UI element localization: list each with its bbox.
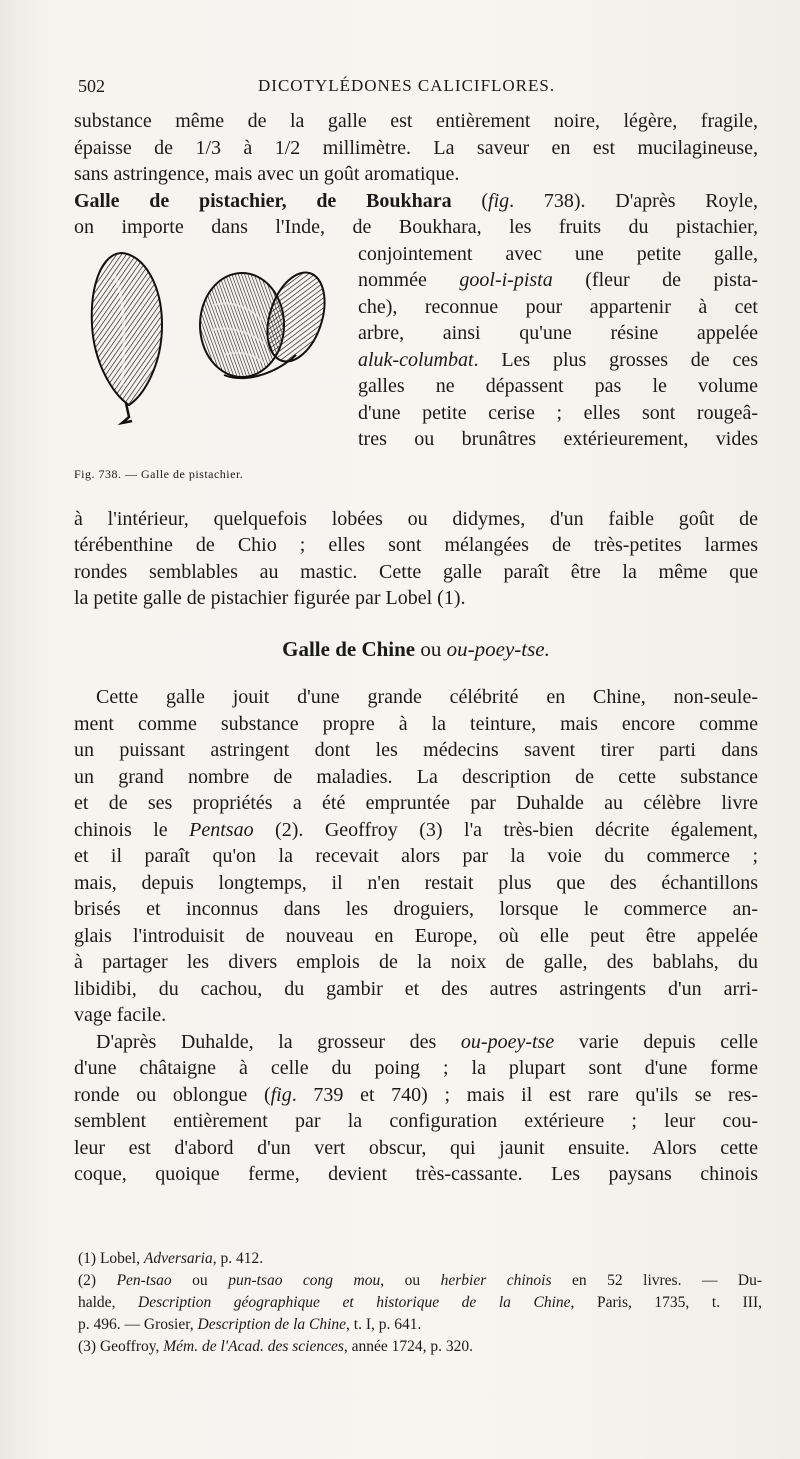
text-line: un grand nombre de maladies. La description de cette substance xyxy=(74,765,758,788)
text-line: épaisse de 1/3 à 1/2 millimètre. La saveur en est mucilagineuse, xyxy=(74,136,758,159)
text-line: à partager les divers emplois de la noix de galle, des bablahs, du xyxy=(74,951,758,973)
text-line: glais l'introduisit de nouveau en Europe, où elle peut être appelée xyxy=(74,924,758,947)
text-fragment: pun-tsao cong mou xyxy=(228,1272,381,1289)
text-line: coque, quoique ferme, devient très-cassante. Les paysans chinois xyxy=(74,1163,758,1185)
text-fragment: Adversaria xyxy=(143,1250,213,1267)
text-fragment: (2) xyxy=(78,1272,117,1289)
text-fragment: aluk-columbat xyxy=(358,348,474,371)
text-fragment: ( xyxy=(451,189,489,212)
section-title-galle-chine xyxy=(74,636,758,663)
text-fragment: ou-poey-tse xyxy=(460,1030,555,1053)
text-line: et il paraît qu'on la recevait alors par la voie du commerce ; xyxy=(74,845,758,867)
text-line: térébenthine de Chio ; elles sont mélangées de très-petites larmes xyxy=(74,534,758,556)
text-line: galles ne dépassent pas le volume xyxy=(358,375,758,397)
text-line: arbre, ainsi qu'une résine appelée xyxy=(358,322,758,344)
text-line xyxy=(74,817,758,844)
text-fragment: nommée xyxy=(358,269,460,291)
text-fragment: herbier chinois xyxy=(440,1272,552,1289)
text-fragment: varie depuis celle xyxy=(554,1030,758,1053)
text-fragment: (1) Lobel, xyxy=(78,1250,144,1267)
text-fragment: D'après Duhalde, la grosseur des xyxy=(96,1030,461,1053)
text-line: d'une châtaigne à celle du poing ; la plupart sont d'une forme xyxy=(74,1057,758,1079)
text-line: et de ses propriétés a été empruntée par Duhalde au célèbre livre xyxy=(74,792,758,814)
text-fragment: p. 496. — Grosier, xyxy=(78,1316,198,1333)
text-fragment: Description géographique et historique de la Chine xyxy=(138,1294,571,1311)
text-line: à l'intérieur, quelquefois lobées ou didymes, d'un faible goût de xyxy=(74,507,758,530)
gall-right xyxy=(200,265,335,378)
figure-caption: Fig. 738. — Galle de pistachier. xyxy=(74,466,244,481)
text-line: rondes semblables au mastic. Cette galle paraît être la même que xyxy=(74,560,758,583)
footnote-2-end xyxy=(78,1314,762,1336)
text-fragment: ou xyxy=(171,1272,229,1289)
text-line xyxy=(74,1082,758,1109)
text-fragment: Galle de Chine xyxy=(282,636,416,661)
text-line: substance même de la galle est entièrement noire, légère, fragile, xyxy=(74,110,758,132)
text-fragment: ou xyxy=(415,636,447,661)
text-line: vage facile. xyxy=(74,1004,167,1026)
text-line: ment comme substance propre à la teinture, mais encore comme xyxy=(74,712,758,735)
text-fragment: halde, xyxy=(78,1294,139,1311)
running-title: DICOTYLÉDONES CALICIFLORES. xyxy=(258,76,556,95)
section-heading-pistachier: Galle de pistachier, de Boukhara xyxy=(74,189,452,212)
text-fragment: (fleur de pista- xyxy=(552,269,758,291)
text-line: tres ou brunâtres extérieurement, vides xyxy=(358,428,758,450)
paragraph-1 xyxy=(74,108,758,188)
text-line: sans astringence, mais avec un goût aromatique. xyxy=(74,163,460,185)
text-fragment: . 739 et 740) ; mais il est rare qu'ils se res- xyxy=(291,1083,758,1106)
text-fragment: en 52 livres. — Du- xyxy=(551,1272,763,1289)
page-number: 502 xyxy=(78,76,105,96)
text-fragment: ou-poey-tse. xyxy=(446,636,550,661)
text-fragment: Pentsao xyxy=(189,818,254,841)
text-line xyxy=(74,1029,758,1056)
text-fragment: . 738). D'après Royle, xyxy=(509,189,758,212)
footnotes xyxy=(78,1248,762,1358)
section-pistachier xyxy=(74,188,758,241)
text-line: d'une petite cerise ; elles sont rougeâ- xyxy=(358,401,758,424)
text-fragment: , p. 412. xyxy=(212,1250,264,1267)
text-fragment: , année 1724, p. 320. xyxy=(343,1338,474,1355)
text-line: leur est d'abord d'un vert obscur, qui jaunit ensuite. Alors cette xyxy=(74,1136,758,1159)
text-line: on importe dans l'Inde, de Boukhara, les fruits du pistachier, xyxy=(74,216,758,238)
text-fragment: . Les plus grosses de ces xyxy=(473,348,758,371)
text-line: conjointement avec une petite galle, xyxy=(358,242,758,265)
text-line: libidibi, du cachou, du gambir et des autres astringents d'un arri- xyxy=(74,977,758,1000)
text-line: Cette galle jouit d'une grande célébrité en Chine, non-seule- xyxy=(96,686,758,708)
text-line xyxy=(358,347,758,374)
footnote-1 xyxy=(78,1248,762,1270)
text-line: mais, depuis longtemps, il n'en restait plus que des échantillons xyxy=(74,871,758,894)
text-fragment: (3) Geoffroy, xyxy=(78,1338,164,1355)
text-fragment: fig xyxy=(270,1083,292,1106)
gall-left xyxy=(92,253,162,423)
text-line: brisés et inconnus dans les droguiers, lorsque le commerce an- xyxy=(74,898,758,920)
figure-side-text xyxy=(358,241,758,453)
text-line xyxy=(358,267,758,294)
text-fragment: , t. I, p. 641. xyxy=(346,1316,422,1333)
paragraph-galle-chine xyxy=(74,684,758,1029)
section-pistachier-cont xyxy=(74,506,758,612)
text-fragment: chinois le xyxy=(74,818,190,841)
text-fragment: ronde ou oblongue ( xyxy=(74,1083,271,1106)
text-fragment: , Paris, 1735, t. III, xyxy=(570,1294,762,1311)
text-fragment: gool-i-pista xyxy=(459,269,553,291)
text-fragment: Description de la Chine xyxy=(197,1316,347,1333)
footnote-2 xyxy=(78,1270,762,1292)
text-fragment: (2). Geoffroy (3) l'a très-bien décrite également, xyxy=(253,818,758,841)
text-fragment: Pen-tsao xyxy=(116,1272,172,1289)
text-line xyxy=(74,188,758,215)
text-line: semblent entièrement par la configuration extérieure ; leur cou- xyxy=(74,1110,758,1132)
text-fragment: Mém. de l'Acad. des sciences xyxy=(163,1338,344,1355)
text-fragment: fig xyxy=(488,189,510,212)
figure-738-block xyxy=(74,241,758,506)
text-fragment: , ou xyxy=(380,1272,441,1289)
text-line: un puissant astringent dont les médecins savent tirer parti dans xyxy=(74,739,758,761)
main-text xyxy=(74,108,758,1188)
text-line: la petite galle de pistachier figurée par Lobel (1). xyxy=(74,587,466,609)
footnote-2-cont xyxy=(78,1292,762,1314)
footnote-3 xyxy=(78,1336,762,1358)
text-line: che), reconnue pour appartenir à cet xyxy=(358,295,758,318)
paragraph-duhalde xyxy=(74,1029,758,1188)
page-header xyxy=(78,74,768,102)
pistachio-gall-illustration xyxy=(74,245,342,457)
